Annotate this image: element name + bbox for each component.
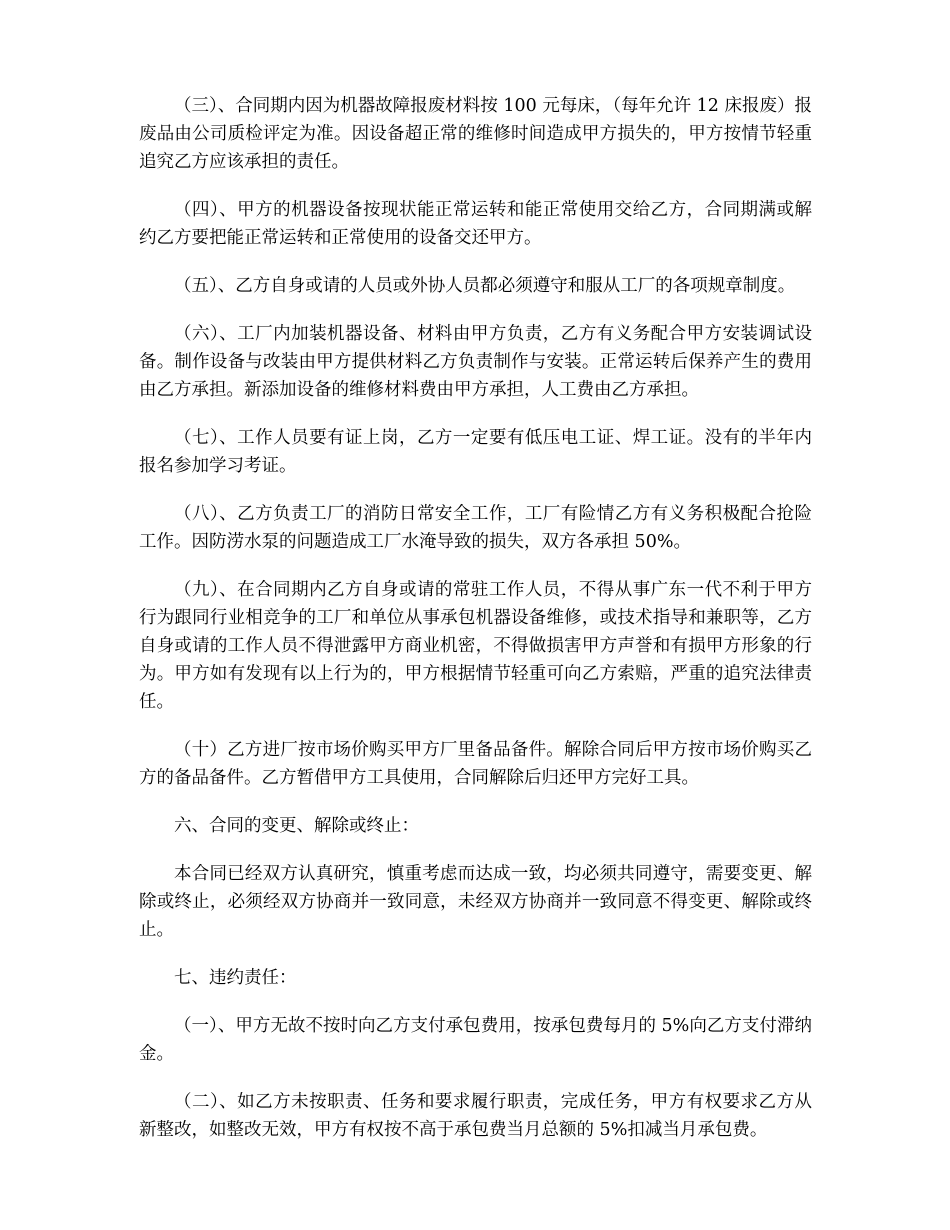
clause-6-paragraph: （六）、工厂内加装机器设备、材料由甲方负责，乙方有义务配合甲方安装调试设备。制作设备与改装由甲方提供材料乙方负责制作与安装。正常运转后保养产生的费用由乙方承担。新添加设备的维修材料费由甲方承担，人工费由乙方承担。: [139, 324, 812, 400]
clause-3-paragraph: （三）、合同期内因为机器故障报废材料按 100 元每床，（每年允许 12 床报废）报废品由公司质检评定为准。因设备超正常的维修时间造成甲方损失的，甲方按情节轻重追究乙方应该承担的责任。: [139, 96, 812, 172]
clause-10-paragraph: （十）乙方进厂按市场价购买甲方厂里备品备件。解除合同后甲方按市场价购买乙方的备品备件。乙方暂借甲方工具使用，合同解除后归还甲方完好工具。: [139, 740, 812, 788]
clause-7-paragraph: （七）、工作人员要有证上岗，乙方一定要有低压电工证、焊工证。没有的半年内报名参加学习考证。: [139, 428, 812, 476]
breach-clause-1: （一）、甲方无故不按时向乙方支付承包费用，按承包费每月的 5%向乙方支付滞纳金。: [139, 1016, 812, 1064]
clause-4-paragraph: （四）、甲方的机器设备按现状能正常运转和能正常使用交给乙方，合同期满或解约乙方要把能正常运转和正常使用的设备交还甲方。: [139, 200, 812, 248]
section-6-body: 本合同已经双方认真研究，慎重考虑而达成一致，均必须共同遵守，需要变更、解除或终止，必须经双方协商并一致同意，未经双方协商并一致同意不得变更、解除或终止。: [139, 864, 812, 940]
clause-9-paragraph: （九）、在合同期内乙方自身或请的常驻工作人员，不得从事广东一代不利于甲方行为跟同行业相竞争的工厂和单位从事承包机器设备维修，或技术指导和兼职等，乙方自身或请的工作人员不得泄露甲方商业机密，不得做损害甲方声誉和有损甲方形象的行为。甲方如有发现有以上行为的，甲方根据情节轻重可向乙方索赔，严重的追究法律责任。: [139, 580, 812, 712]
section-7-heading: 七、违约责任：: [174, 968, 297, 988]
section-6-heading: 六、合同的变更、解除或终止：: [174, 816, 419, 836]
document-page: [139, 92, 812, 1164]
clause-5-paragraph: （五）、乙方自身或请的人员或外协人员都必须遵守和服从工厂的各项规章制度。: [174, 276, 796, 296]
clause-8-paragraph: （八）、乙方负责工厂的消防日常安全工作，工厂有险情乙方有义务积极配合抢险工作。因防涝水泵的问题造成工厂水淹导致的损失，双方各承担 50%。: [139, 504, 812, 552]
breach-clause-2: （二）、如乙方未按职责、任务和要求履行职责，完成任务，甲方有权要求乙方从新整改，如整改无效，甲方有权按不高于承包费当月总额的 5%扣减当月承包费。: [139, 1092, 812, 1140]
